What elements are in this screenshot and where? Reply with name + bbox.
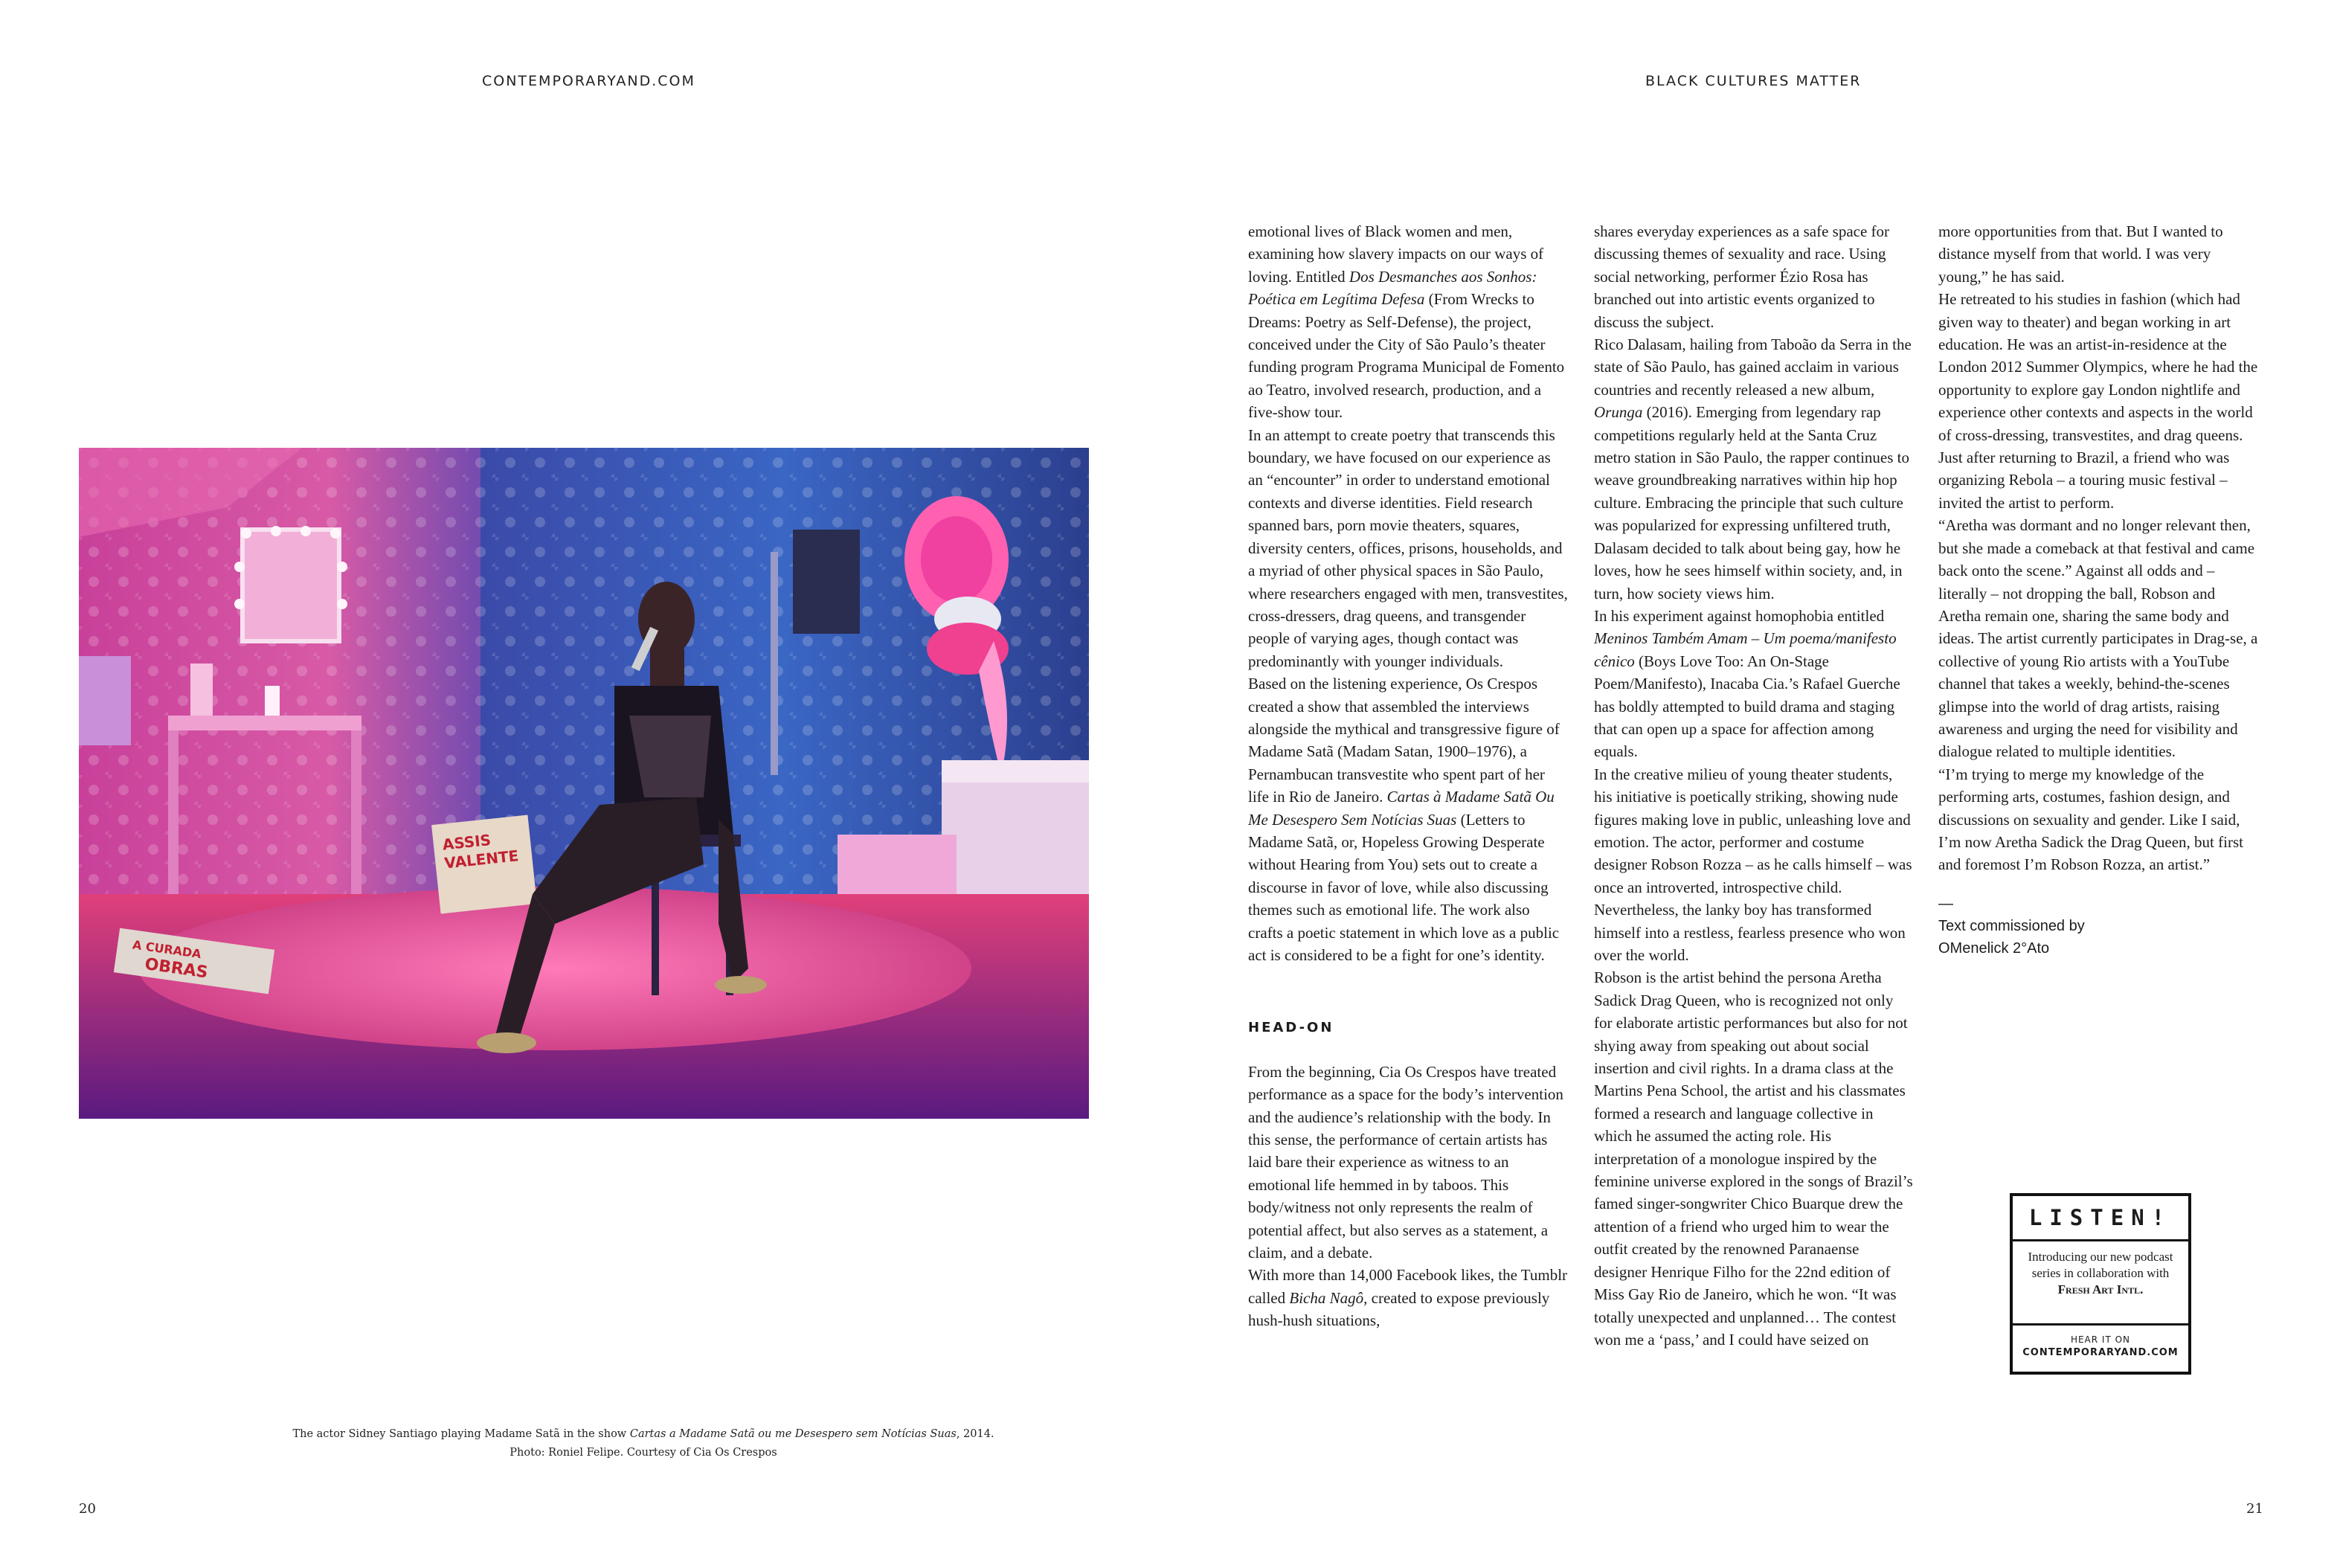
listen-footer: [2013, 1326, 2188, 1360]
section-subhead: HEAD-ON: [1248, 1020, 1334, 1036]
caption-line-1: [186, 1425, 1101, 1444]
poster-text-1: ASSIS: [441, 830, 492, 854]
listen-body-text: Introducing our new podcast series in collaboration with: [2028, 1250, 2173, 1280]
text: Based on the listening experience, Os Crespos created a show that assembled the interviews alongside the mythical and transgressive figure of Madame Satã (Madam Satan, 1900–1976), a Pernambucan transvestite who spent part of her life in Rio de Janeiro.: [1248, 675, 1560, 806]
article-column-2: [1594, 220, 1914, 1351]
project-title: Dos Desmanches aos Sonhos: Poética em Legítima Defesa: [1248, 267, 1537, 309]
album-title: Orunga: [1594, 403, 1643, 422]
poster-text-2: VALENTE: [443, 846, 520, 873]
running-header-right: BLACK CULTURES MATTER: [1645, 73, 1862, 89]
listen-title: LISTEN!: [2013, 1196, 2188, 1241]
paragraph: In the creative milieu of young theater students, his initiative is poetically striking, showing nude figures making love in public, unleashing love and emotion. The actor, performer and costume designer Robson Rozza – as he calls himself – was once an introverted, introspective child. Nevertheless, the lanky boy has transformed himself into a restless, fearless presence who won over the world.: [1594, 765, 1912, 964]
credit-line-2: OMenelick 2°Ato: [1938, 939, 2050, 957]
paragraph: more opportunities from that. But I wanted to distance myself from that world. I was very young,” he has said.: [1938, 222, 2223, 286]
show-title: Cartas à Madame Satã Ou Me Desespero Sem Notícias Suas: [1248, 788, 1555, 829]
paragraph: Robson is the artist behind the persona Aretha Sadick Drag Queen, who is recognized not only for elaborate artistic performances but also for not shying away from speaking out about social insertion and civil rights. In a drama class at the Martins Pena School, the artist and his classmates formed a research and language collective in which he assumed the acting role. His interpretation of a monologue inspired by the feminine universe explored in the songs of Brazil’s famed singer-songwriter Chico Buarque drew the attention of a friend who urged him to wear the outfit created by the renowned Paranaense designer Henrique Filho for the 22nd edition of Miss Gay Rio de Janeiro, which he won. “It was totally unexpected and unplanned… The contest won me a ‘pass,’ and I could have seized on: [1594, 968, 1913, 1349]
floor-sign-text-2: OBRAS: [144, 954, 209, 983]
page-number-right: 21: [2246, 1501, 2263, 1517]
listen-footer-label: HEAR IT ON: [2070, 1334, 2131, 1345]
paragraph: Just after returning to Brazil, a friend who was organizing Rebola – a touring music festival – invited the artist to perform.: [1938, 449, 2230, 512]
text: Rico Dalasam, hailing from Taboão da Serra in the state of São Paulo, has gained acclaim in various countries and recently released a new album,: [1594, 335, 1912, 399]
text: With more than 14,000 Facebook likes, the Tumblr called: [1248, 1266, 1568, 1307]
listen-brand: Fresh Art Intl.: [2057, 1282, 2144, 1297]
caption-year: , 2014.: [956, 1428, 994, 1440]
paragraph: “I’m trying to merge my knowledge of the performing arts, costumes, fashion design, and discussions on sexuality and gender. Like I said, I’m now Aretha Sadick the Drag Queen, but first and foremost I’m Robson Rozza, an artist.”: [1938, 765, 2243, 874]
article-column-1: [1248, 220, 1568, 1332]
page-number-left: 20: [79, 1501, 96, 1517]
floor-sign-text-1: A CURADA: [131, 937, 202, 962]
text: (From Wrecks to Dreams: Poetry as Self-Defense), the project, conceived under the City of São Paulo’s theater funding program Programa Municipal de Fomento ao Teatro, involved research, production, and a five-show tour.: [1248, 290, 1565, 422]
paragraph: [1594, 605, 1914, 763]
text: emotional lives of Black women and men, examining how slavery impacts on our ways of loving. Entitled: [1248, 222, 1544, 286]
paragraph: He retreated to his studies in fashion (which had given way to theater) and began working in art education. He was an artist-in-residence at the London 2012 Summer Olympics, where he had the opportunity to explore gay London nightlife and experience other contexts and aspects in the world of cross-dressing, transvestites, and drag queens.: [1938, 290, 2258, 444]
paragraph: shares everyday experiences as a safe space for discussing themes of sexuality and race. Using social networking, performer Ézio Rosa has branched out into artistic events organized to discuss the subject.: [1594, 222, 1890, 331]
credit-line-1: Text commissioned by: [1938, 917, 2085, 934]
paragraph: In an attempt to create poetry that transcends this boundary, we have focused on our experience as an “encounter” in order to understand emotional contexts and diverse identities. Field research spanned bars, porn movie theaters, squares, diversity centers, offices, prisons, households, and a myriad of other physical spaces in São Paulo, where researchers engaged with men, transvestites, cross-dressers, drag queens, and transgender people of varying ages, though contact was predominantly with younger individuals.: [1248, 425, 1568, 670]
end-dash: —: [1938, 895, 1953, 912]
paragraph: [1248, 220, 1568, 424]
running-header-left: CONTEMPORARYAND.COM: [482, 73, 695, 89]
text: (Boys Love Too: An On-Stage Poem/Manifesto), Inacaba Cia.’s Rafael Guerche has boldly attempted to build drama and staging that can open up a space for affection among equals.: [1594, 652, 1900, 761]
text: (Letters to Madame Satã, or, Hopeless Growing Desperate without Hearing from You) sets out to create a discourse in favor of love, while also discussing themes such as emotional life. The work also crafts a poetic statement in which love as a public act is considered to be a fight for one’s identity.: [1248, 810, 1560, 964]
paragraph: [1248, 672, 1568, 966]
paragraph: From the beginning, Cia Os Crespos have treated performance as a space for the body’s intervention and the audience’s relationship with the body. In this sense, the performance of certain artists has laid bare their experience as witness to an emotional life hemmed in by taboos. This body/witness not only represents the realm of potential affect, but also serves as a statement, a claim, and a debate.: [1248, 1062, 1563, 1262]
text: In his experiment against homophobia entitled: [1594, 606, 1885, 625]
caption-title: Cartas a Madame Satã ou me Desespero sem Notícias Suas: [629, 1428, 957, 1440]
paragraph: [1594, 333, 1914, 605]
work-title: Meninos Também Amam – Um poema/manifesto cênico: [1594, 629, 1897, 670]
paragraph: [1248, 1264, 1568, 1331]
caption-text: The actor Sidney Santiago playing Madame Satã in the show: [292, 1428, 630, 1440]
caption-line-2: Photo: Roniel Felipe. Courtesy of Cia Os Crespos: [510, 1447, 777, 1459]
text: (2016). Emerging from legendary rap competitions regularly held at the Santa Cruz metro station in São Paulo, the rapper continues to weave groundbreaking narratives within hip hop culture. Embracing the principle that such culture was popularized for expressing unfiltered truth, Dalasam decided to talk about being gay, how he loves, how he sees himself within society, and, in turn, how society views him.: [1594, 403, 1909, 603]
article-column-3: [1938, 220, 2258, 960]
photo-caption: [186, 1425, 1101, 1462]
listen-podcast-box[interactable]: [2010, 1193, 2191, 1375]
listen-body: [2013, 1241, 2188, 1326]
tumblr-name: Bicha Nagô: [1289, 1288, 1364, 1307]
paragraph: “Aretha was dormant and no longer relevant then, but she made a comeback at that festival and came back onto the scene.” Against all odds and – literally – not dropping the ball, Robson and Aretha remain one, sharing the same body and ideas. The artist currently participates in Drag-se, a collective of young Rio artists with a YouTube channel that takes a weekly, behind-the-scenes glimpse into the world of drag artists, raising awareness and urging the need for visibility and dialogue related to multiple identities.: [1938, 516, 2258, 761]
performance-photo: [79, 448, 1089, 1119]
performance-photo-illustration: [79, 448, 1089, 1119]
listen-site-link[interactable]: CONTEMPORARYAND.COM: [2022, 1347, 2179, 1358]
text: , created to expose previously hush-hush situations,: [1248, 1288, 1550, 1330]
